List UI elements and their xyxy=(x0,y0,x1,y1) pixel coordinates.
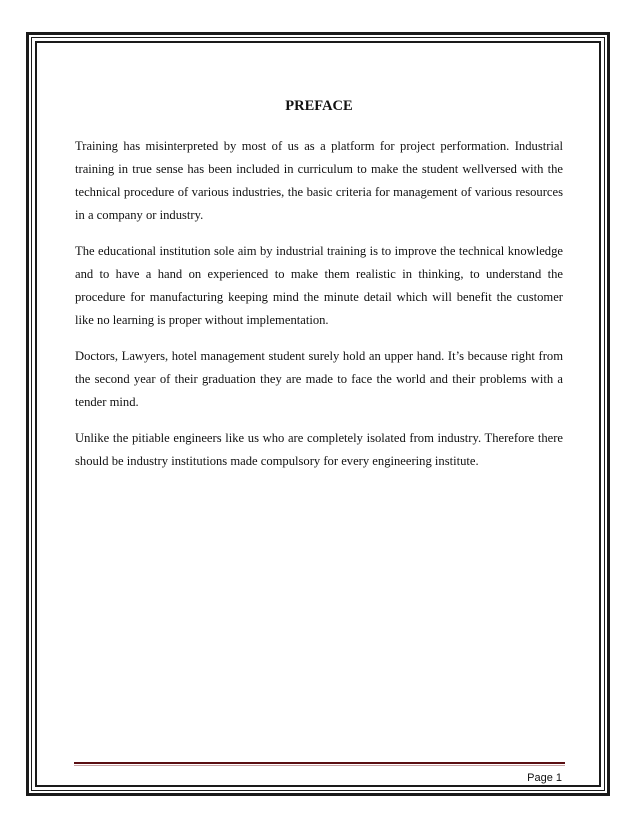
footer-rule xyxy=(74,762,565,764)
paragraph-3: Doctors, Lawyers, hotel management student surely hold an upper hand. It’s because right from the second year of their graduation they are made to face the world and their problems with a tender mind. xyxy=(75,349,563,409)
paragraph-2: The educational institution sole aim by industrial training is to improve the technical knowledge and to have a hand on experienced to make them realistic in thinking, to understand the procedure for manufacturing keeping mind the minute detail which will benefit the customer like no learning is proper without implementation. xyxy=(75,244,563,327)
document-body xyxy=(75,135,563,486)
footer-rule-shadow xyxy=(74,765,565,766)
paragraph-1: Training has misinterpreted by most of us as a platform for project performation. Industrial training in true sense has been included in curriculum to make the student wellversed with the technical procedure of various industries, the basic criteria for management of various resources in a company or industry. xyxy=(75,139,563,222)
paragraph-4: Unlike the pitiable engineers like us who are completely isolated from industry. Therefore there should be industry institutions made compulsory for every engineering institute. xyxy=(75,431,563,468)
page-heading: PREFACE xyxy=(285,98,353,114)
page-number: Page 1 xyxy=(527,772,562,784)
